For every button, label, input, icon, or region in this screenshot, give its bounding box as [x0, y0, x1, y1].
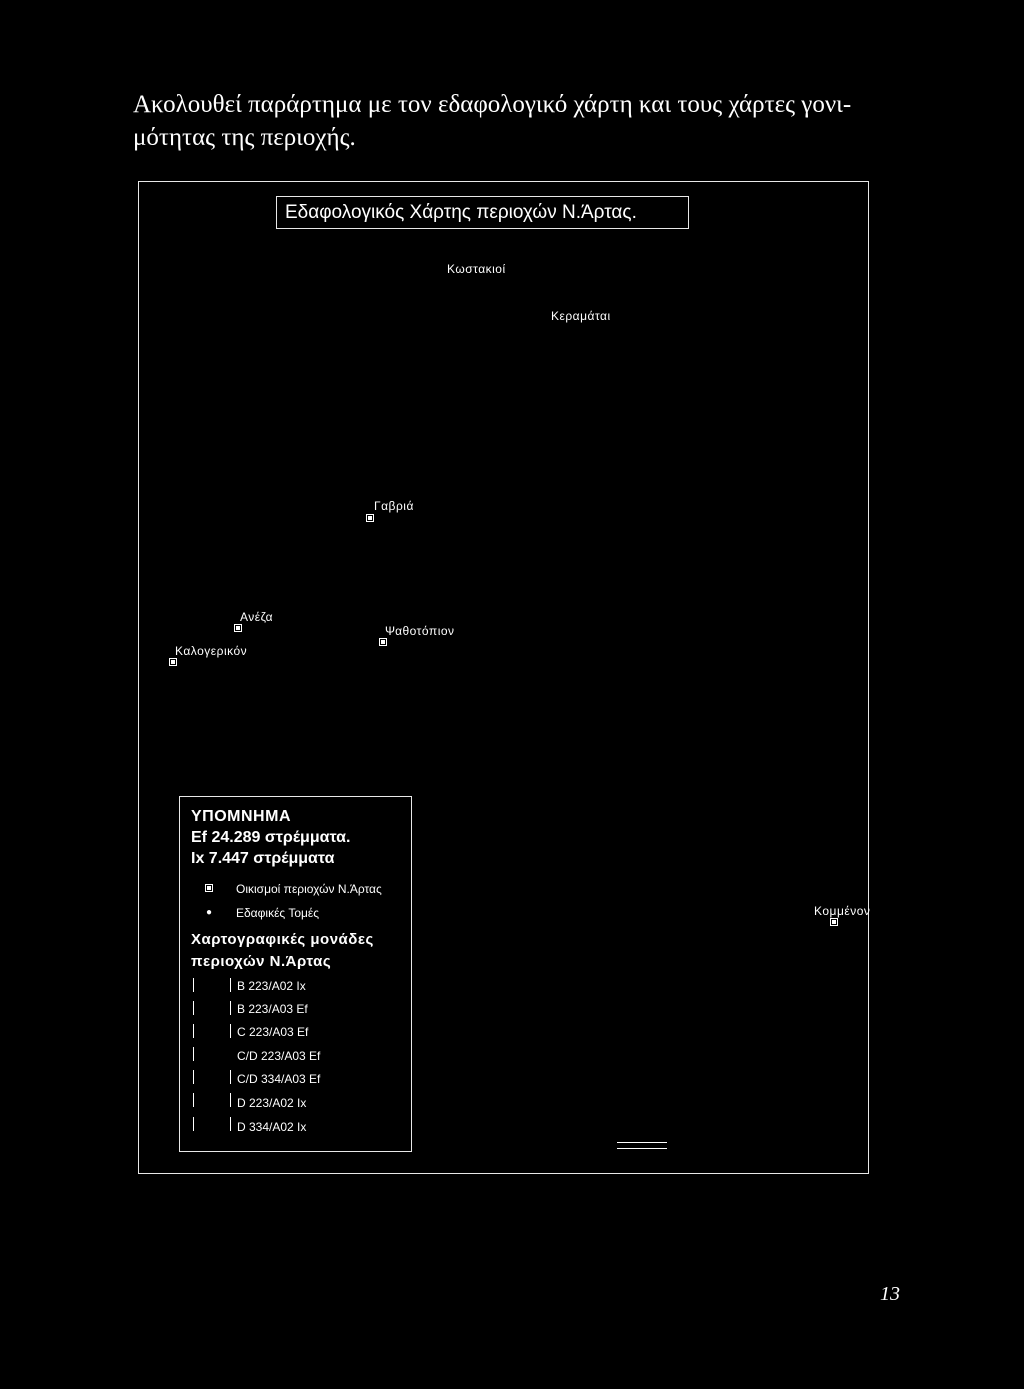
unit-swatch-edge — [230, 1001, 231, 1015]
map-scale-bar — [617, 1142, 667, 1149]
place-label-keramatai: Κεραμάται — [551, 309, 611, 323]
legend-area-ef: Ef 24.289 στρέμματα. — [191, 829, 351, 846]
legend-title: ΥΠΟΜΝΗΜΑ — [191, 808, 291, 825]
unit-swatch-edge — [230, 1024, 231, 1038]
legend-unit: B 223/A03 Ef — [237, 1002, 308, 1016]
unit-swatch-edge — [230, 1093, 231, 1107]
place-label-gavria: Γαβριά — [374, 499, 414, 513]
settlement-icon — [379, 638, 387, 646]
legend-unit: D 334/A02 Ix — [237, 1120, 307, 1134]
unit-swatch — [193, 1024, 194, 1038]
intro-line-2: μότητας της περιοχής. — [133, 124, 356, 151]
unit-swatch — [193, 1047, 194, 1061]
unit-swatch — [193, 978, 194, 992]
unit-swatch — [193, 1093, 194, 1107]
legend-unit: C/D 334/A03 Ef — [237, 1072, 321, 1086]
unit-swatch — [193, 1070, 194, 1084]
unit-swatch-edge — [230, 1070, 231, 1084]
intro-paragraph — [133, 88, 893, 154]
settlement-icon — [234, 624, 242, 632]
place-label-psathotopion: Ψαθοτόπιον — [385, 624, 455, 638]
legend-unit: D 223/A02 Ix — [237, 1096, 307, 1110]
legend-settlements-label: Οικισμοί περιοχών Ν.Άρτας — [236, 882, 382, 896]
settlement-icon — [169, 658, 177, 666]
legend-unit: C 223/A03 Ef — [237, 1025, 309, 1039]
legend-area-ix: Ix 7.447 στρέμματα — [191, 850, 335, 867]
legend-unit: B 223/A02 Ix — [237, 979, 306, 993]
unit-swatch — [193, 1001, 194, 1015]
unit-swatch — [193, 1117, 194, 1131]
page-number: 13 — [880, 1283, 900, 1305]
legend-units-heading-2: περιοχών Ν.Άρτας — [191, 953, 332, 970]
soil-sector-icon: ● — [206, 907, 213, 918]
settlement-icon — [205, 884, 213, 892]
place-label-kalogerikon: Καλογερικόν — [175, 644, 248, 658]
place-label-aneza: Ανέζα — [240, 610, 274, 624]
legend-soil-sectors-label: Εδαφικές Τομές — [236, 906, 320, 920]
intro-line-1: Ακολουθεί παράρτημα με τον εδαφολογικό χάρτη και τους χάρτες γονι- — [133, 91, 852, 118]
unit-swatch-edge — [230, 1117, 231, 1131]
settlement-icon — [366, 514, 374, 522]
unit-swatch-edge — [230, 978, 231, 992]
place-label-kostakioi: Κωστακιοί — [447, 262, 506, 276]
legend-units-heading: Χαρτογραφικές μονάδες — [191, 931, 374, 948]
legend-unit: C/D 223/A03 Ef — [237, 1049, 321, 1063]
place-label-kommenon: Κομμένον — [814, 904, 871, 918]
map-title: Εδαφολογικός Χάρτης περιοχών Ν.Άρτας. — [276, 196, 689, 229]
settlement-icon — [830, 918, 838, 926]
